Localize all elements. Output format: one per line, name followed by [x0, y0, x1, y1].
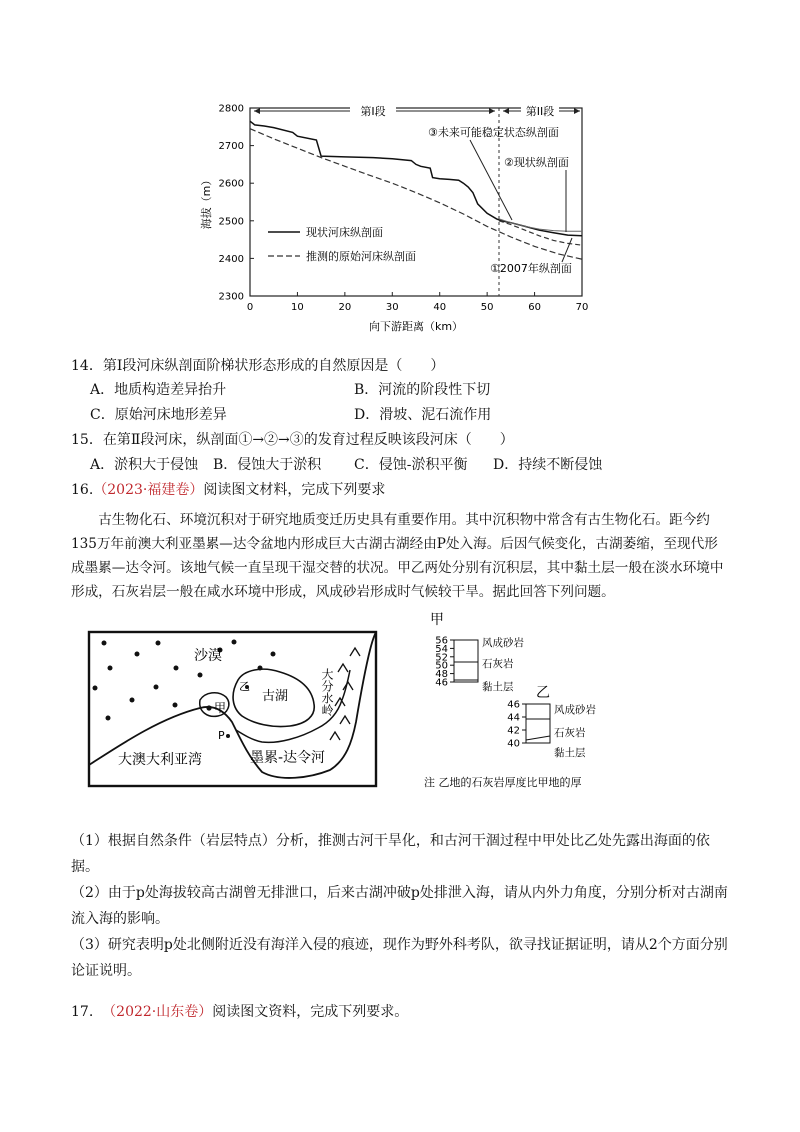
column-layer-label: 风成砂岩: [554, 704, 596, 716]
series-original-riverbed: [250, 129, 582, 260]
q14-option-b[interactable]: B．河流的阶段性下切: [354, 382, 491, 398]
label-p: P: [218, 729, 225, 742]
q16-sub3: （3）研究表明p处北侧附近没有海洋入侵的痕迹，现作为野外科考队，欲寻找证据证明，请从2个方面分别论证说明。: [71, 937, 728, 979]
label-bay: 大澳大利亚湾: [118, 752, 202, 768]
australia-basin-map: [86, 630, 386, 790]
series-future-stable: [499, 219, 582, 231]
column-tick-label: 46: [435, 677, 448, 689]
column-tick-label: 56: [435, 635, 448, 647]
q16-sub1: （1）根据自然条件（岩层特点）分析，推测古河干旱化，和古河干涸过程中甲处比乙处先露出海面的依据。: [71, 833, 710, 875]
annotation-current: ②现状纵剖面: [504, 156, 569, 169]
q15-option-d[interactable]: D．持续不断侵蚀: [493, 457, 603, 473]
q15-option-b[interactable]: B．侵蚀大于淤积: [213, 457, 322, 473]
stratigraphic-columns: [410, 606, 610, 806]
q16-source: （2023·福建卷）: [93, 482, 204, 498]
q17-heading: [71, 1002, 408, 1022]
segment-2-label: 第II段: [525, 105, 555, 118]
q15-option-c[interactable]: C．侵蚀-淤积平衡: [354, 457, 468, 473]
column-layer-label: 黏土层: [482, 681, 514, 693]
y-tick-label: 2700: [218, 141, 244, 153]
column-tick-label: 42: [507, 725, 520, 737]
x-tick-label: 10: [291, 302, 304, 313]
annotation-future-pointer: [470, 140, 512, 220]
column-layer-label: 石灰岩: [482, 658, 514, 670]
annotation-future-stable: ③未来可能稳定状态纵剖面: [428, 126, 559, 139]
legend-current-label: 现状河床纵剖面: [306, 226, 383, 239]
site-jia-dot: [206, 705, 211, 710]
y-tick-label: 2800: [218, 103, 244, 115]
x-tick-label: 70: [575, 302, 589, 313]
q15-option-a[interactable]: A．淤积大于侵蚀: [90, 457, 199, 473]
label-desert: 沙漠: [194, 648, 222, 664]
column-tick-label: 40: [507, 738, 520, 750]
label-lake: 古湖: [262, 689, 289, 704]
annotation-2007-pointer: [562, 238, 572, 262]
column-box: [454, 640, 478, 682]
column-tick-label: 44: [507, 712, 520, 724]
column-box: [526, 704, 550, 743]
legend-original-label: 推测的原始河床纵剖面: [306, 250, 416, 263]
q17-source: （2022·山东卷）: [102, 1004, 213, 1020]
column-yi-title: 乙: [536, 685, 550, 701]
x-tick-label: 40: [433, 302, 447, 313]
segment-1-label: 第I段: [360, 105, 386, 118]
y-tick-label: 2500: [218, 216, 244, 228]
x-tick-label: 0: [246, 302, 254, 313]
q16-instruction: 阅读图文材料，完成下列要求: [203, 482, 386, 498]
x-tick-label: 50: [480, 302, 494, 313]
y-tick-label: 2300: [218, 291, 244, 303]
y-tick-label: 2600: [218, 178, 244, 190]
column-layer-label: 石灰岩: [554, 727, 586, 739]
q17-number: 17.: [71, 1004, 94, 1020]
x-axis-label: 向下游距离（km）: [368, 320, 464, 333]
column-tick-label: 48: [435, 669, 448, 681]
column-note: 注 乙地的石灰岩厚度比甲地的厚: [424, 776, 582, 789]
column-jia-title: 甲: [430, 612, 444, 628]
q17-instruction: 阅读图文资料，完成下列要求。: [212, 1004, 409, 1020]
label-yi: 乙: [239, 680, 250, 693]
column-tick-label: 50: [435, 660, 448, 672]
q15-stem: 15．在第Ⅱ段河床，纵剖面①→②→③的发育过程反映该段河床（ ）: [71, 432, 514, 448]
label-jia: 甲: [214, 701, 227, 715]
label-river: 墨累-达令河: [250, 750, 326, 766]
q16-number: 16.: [71, 482, 94, 498]
column-layer-label: 风成砂岩: [482, 637, 524, 649]
q16-heading: [71, 480, 385, 500]
column-tick-label: 46: [507, 699, 520, 711]
x-tick-label: 60: [528, 302, 541, 313]
q14-stem: 14．第Ⅰ段河床纵剖面阶梯状形态形成的自然原因是（ ）: [71, 358, 445, 374]
y-axis-label: 海拔（m）: [200, 174, 213, 230]
x-tick-label: 20: [338, 302, 352, 313]
series-2007: [499, 221, 582, 245]
x-tick-label: 30: [385, 302, 399, 313]
q14-option-d[interactable]: D．滑坡、泥石流作用: [354, 407, 492, 423]
column-tick-label: 54: [435, 643, 448, 655]
label-divide: 大分水岭: [320, 668, 334, 716]
q16-sub2: （2）由于p处海拔较高古湖曾无排泄口，后来古湖冲破p处排泄入海，请从内外力角度，分别分析对古湖南流入海的影响。: [71, 885, 728, 927]
q14-option-a[interactable]: A．地质构造差异抬升: [90, 382, 227, 398]
y-tick-label: 2400: [218, 253, 244, 265]
q16-material: 古生物化石、环境沉积对于研究地质变迁历史具有重要作用。其中沉积物中常含有古生物化石。距今约135万年前澳大利亚墨累—达令盆地内形成巨大古湖古湖经由P处入海。后因气候变化，古湖萎缩，至现代形成墨累—达令河。该地气候一直呈现干湿交替的状况。甲乙两处分别有沉积层，其中黏土层一般在淡水环境中形成，石灰岩层一般在咸水环境中形成，风成砂岩形成时气候较干旱。据此回答下列问题。: [71, 512, 724, 600]
q14-option-c[interactable]: C．原始河床地形差异: [90, 407, 227, 423]
site-p-dot: [226, 734, 230, 738]
column-tick-label: 52: [435, 652, 448, 664]
column-layer-label: 黏土层: [554, 747, 586, 759]
annotation-2007: ①2007年纵剖面: [490, 262, 572, 275]
river-profile-chart: [190, 96, 600, 342]
